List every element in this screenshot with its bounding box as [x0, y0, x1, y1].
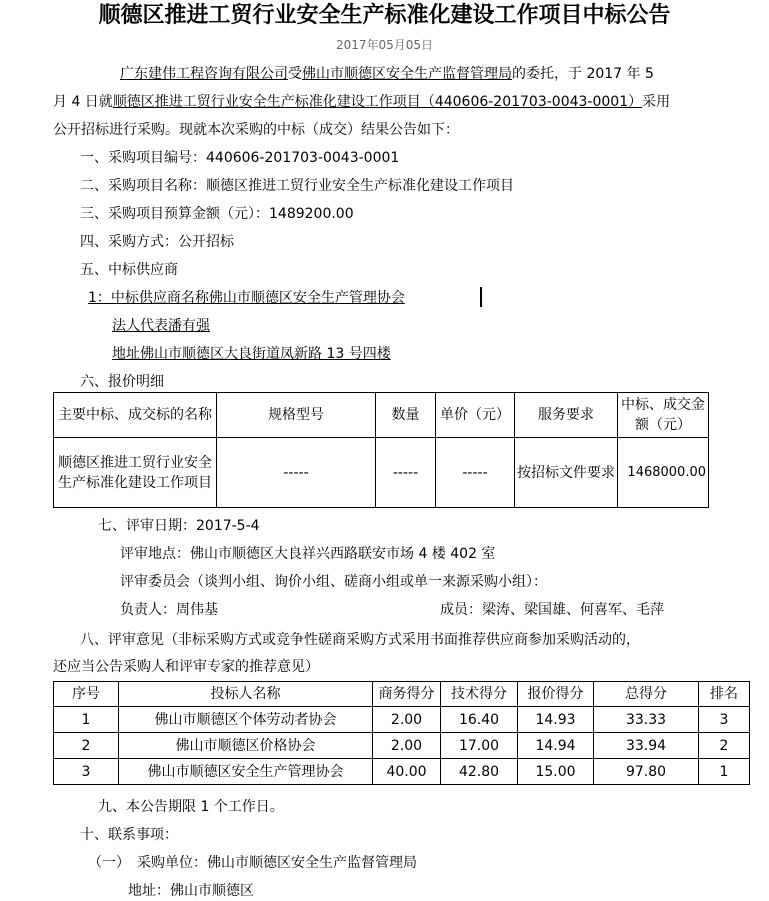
table-row — [54, 733, 750, 759]
header-cell: 服务要求 — [515, 393, 618, 438]
cell: 33.33 — [594, 707, 699, 733]
text: 采用 — [642, 94, 671, 110]
table-header-row — [54, 682, 750, 707]
supplier-name: 1：中标供应商名称佛山市顺德区安全生产管理协会 — [88, 290, 405, 306]
review-place: 评审地点：佛山市顺德区大良祥兴西路联安市场 4 楼 402 室 — [120, 546, 496, 562]
intro-line-2 — [53, 92, 670, 112]
cell: ----- — [436, 438, 515, 508]
cell: 3 — [54, 759, 119, 785]
cell: 14.94 — [518, 733, 594, 759]
opinion-line-2: 还应当公告采购人和评审专家的推荐意见） — [53, 659, 319, 675]
header-cell: 数量 — [376, 393, 436, 438]
item-1: 一、采购项目编号：440606-201703-0043-0001 — [80, 150, 400, 166]
cell: ----- — [376, 438, 436, 508]
text-cursor — [480, 287, 482, 307]
intro-line-1 — [120, 64, 654, 84]
table-header-row — [54, 393, 709, 438]
cell: 97.80 — [594, 759, 699, 785]
table-row — [54, 707, 750, 733]
cell: 40.00 — [373, 759, 441, 785]
header-cell: 总得分 — [594, 682, 699, 707]
header-cell: 技术得分 — [441, 682, 518, 707]
cell: 3 — [699, 707, 750, 733]
cell: 佛山市顺德区安全生产管理协会 — [119, 759, 373, 785]
cell: 16.40 — [441, 707, 518, 733]
header-cell: 单价（元） — [436, 393, 515, 438]
cell: 1468000.00 — [618, 438, 709, 508]
text: 受 — [288, 66, 302, 82]
score-table — [53, 681, 750, 785]
item-5: 五、中标供应商 — [80, 262, 178, 278]
header-cell: 投标人名称 — [119, 682, 373, 707]
notice-period: 九、本公告期限 1 个工作日。 — [98, 799, 284, 815]
text: 月 4 日就 — [53, 94, 113, 110]
supplier-rep: 法人代表潘有强 — [112, 318, 210, 334]
cell: 14.93 — [518, 707, 594, 733]
cell: 15.00 — [518, 759, 594, 785]
opinion-line-1: 八、评审意见（非标采购方式或竞争性磋商采购方式采用书面推荐供应商参加采购活动的， — [80, 632, 640, 648]
header-cell: 主要中标、成交标的名称 — [54, 393, 217, 438]
text: 的委托，于 2017 年 5 — [512, 66, 654, 82]
review-members: 成员：梁涛、梁国雄、何喜军、毛萍 — [440, 602, 664, 618]
price-heading: 六、报价明细 — [80, 374, 164, 390]
cell: 2.00 — [373, 707, 441, 733]
header-cell: 商务得分 — [373, 682, 441, 707]
cell: 2.00 — [373, 733, 441, 759]
page-title: 顺德区推进工贸行业安全生产标准化建设工作项目中标公告 — [98, 2, 671, 28]
cell: 1 — [699, 759, 750, 785]
client-link[interactable]: 佛山市顺德区安全生产监督管理局 — [302, 66, 512, 82]
review-committee: 评审委员会（谈判小组、询价小组、磋商小组或单一来源采购小组）： — [120, 574, 547, 590]
publish-date: 2017年05月05日 — [335, 38, 434, 52]
purchaser-address: 地址：佛山市顺德区 — [128, 883, 254, 899]
cell: 42.80 — [441, 759, 518, 785]
review-leader: 负责人：周伟基 — [120, 602, 218, 618]
item-4: 四、采购方式：公开招标 — [80, 234, 234, 250]
header-cell: 报价得分 — [518, 682, 594, 707]
project-link[interactable]: 顺德区推进工贸行业安全生产标准化建设工作项目（440606-201703-0043-0001） — [112, 94, 643, 110]
cell: 17.00 — [441, 733, 518, 759]
header-cell: 排名 — [699, 682, 750, 707]
agent-link[interactable]: 广东建伟工程咨询有限公司 — [120, 66, 288, 82]
cell: 33.94 — [594, 733, 699, 759]
header-cell: 序号 — [54, 682, 119, 707]
cell: 2 — [699, 733, 750, 759]
supplier-address: 地址佛山市顺德区大良街道凤新路 13 号四楼 — [112, 346, 391, 362]
cell: 1 — [54, 707, 119, 733]
cell: 按招标文件要求 — [515, 438, 618, 508]
price-table — [53, 392, 709, 508]
cell: 顺德区推进工贸行业安全生产标准化建设工作项目 — [54, 438, 217, 508]
cell: 佛山市顺德区个体劳动者协会 — [119, 707, 373, 733]
review-date: 七、评审日期：2017-5-4 — [98, 518, 260, 534]
item-2: 二、采购项目名称：顺德区推进工贸行业安全生产标准化建设工作项目 — [80, 178, 514, 194]
header-cell: 规格型号 — [217, 393, 376, 438]
cell: 2 — [54, 733, 119, 759]
intro-line-3: 公开招标进行采购。现就本次采购的中标（成交）结果公告如下： — [53, 122, 459, 138]
header-cell: 中标、成交金额（元） — [618, 393, 709, 438]
item-3: 三、采购项目预算金额（元）：1489200.00 — [80, 206, 354, 222]
contact-heading: 十、联系事项： — [80, 827, 178, 843]
cell: ----- — [217, 438, 376, 508]
cell: 佛山市顺德区价格协会 — [119, 733, 373, 759]
purchaser: （一） 采购单位：佛山市顺德区安全生产监督管理局 — [88, 855, 417, 871]
table-row — [54, 759, 750, 785]
table-row — [54, 438, 709, 508]
